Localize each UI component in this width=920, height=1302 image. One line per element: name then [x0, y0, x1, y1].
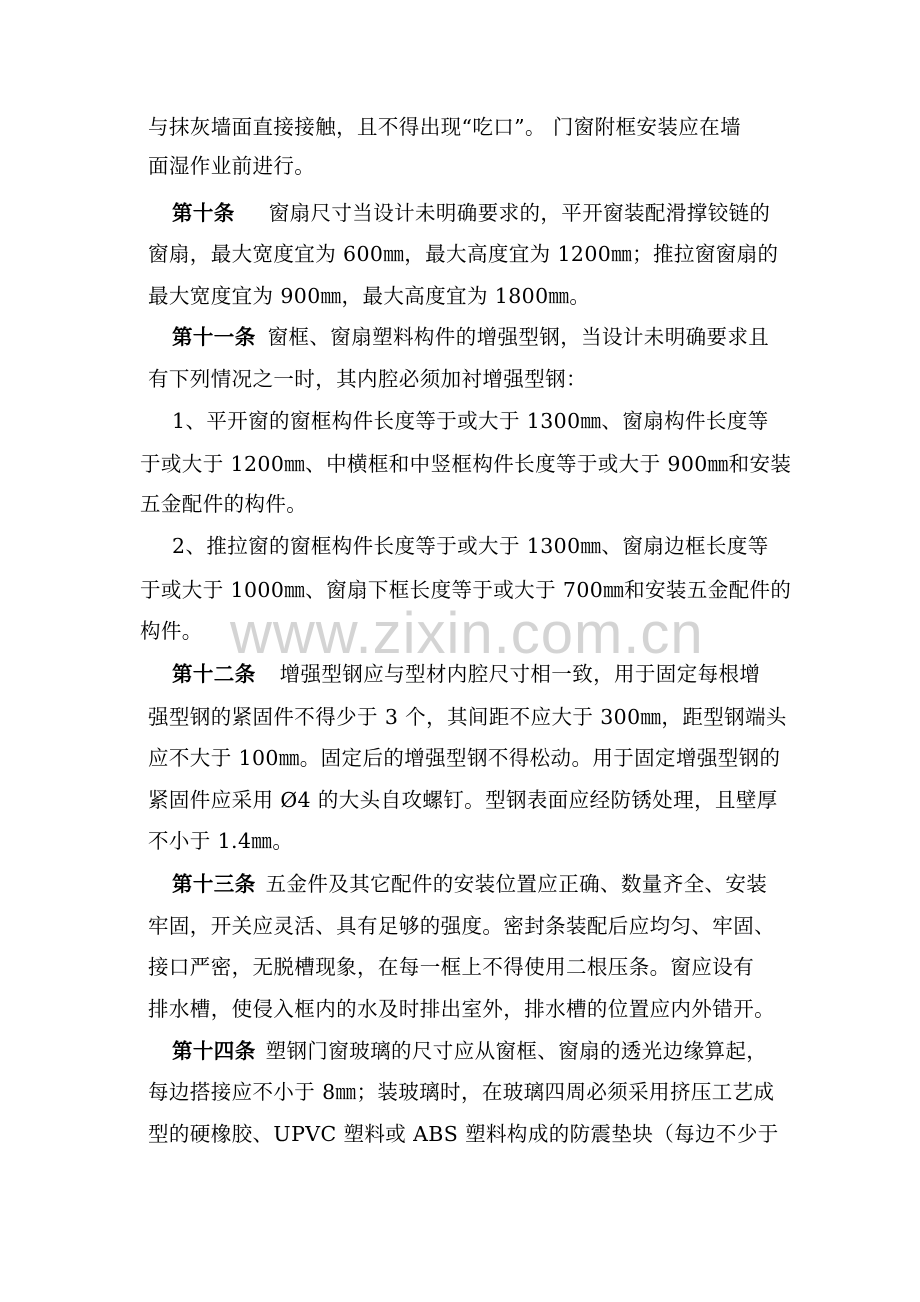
watermark: www.zixin.com.cn	[230, 601, 704, 666]
line-text: 塑钢门窗玻璃的尺寸应从窗框、窗扇的透光边缘算起，	[265, 1039, 768, 1063]
text-line	[148, 240, 778, 268]
article-11-line	[172, 323, 769, 351]
article-heading: 第十二条	[172, 662, 256, 686]
line-text: 紧固件应采用 Ø4 的大头自攻螺钉。型钢表面应经防锈处理，且壁厚	[148, 788, 778, 812]
line-text: 有下列情况之一时，其内腔必须加衬增强型钢：	[148, 367, 587, 391]
line-text: 与抹灰墙面直接接触，且不得出现“吃口”。 门窗附框安装应在墙	[148, 115, 741, 139]
text-line	[148, 282, 590, 310]
text-line	[148, 113, 741, 141]
text-line	[148, 786, 778, 814]
line-text: 于或大于 1000㎜、窗扇下框长度等于或大于 700㎜和安装五金配件的	[140, 578, 792, 602]
text-line	[140, 450, 791, 478]
article-13-line	[172, 870, 767, 898]
line-text: 最大宽度宜为 900㎜，最大高度宜为 1800㎜。	[148, 284, 591, 308]
line-text: 每边搭接应不小于 8㎜；装玻璃时，在玻璃四周必须采用挤压工艺成	[148, 1080, 775, 1104]
line-text: 1、平开窗的窗框构件长度等于或大于 1300㎜、窗扇构件长度等	[172, 409, 769, 433]
article-14-line	[172, 1037, 767, 1065]
line-text: 面湿作业前进行。	[148, 154, 316, 178]
line-text: 窗扇尺寸当设计未明确要求的，平开窗装配滑撑铰链的	[268, 201, 771, 225]
list-item-1	[172, 407, 769, 435]
text-line	[140, 490, 307, 518]
text-line	[148, 744, 780, 772]
article-12-line	[172, 660, 760, 688]
line-text: 强型钢的紧固件不得少于 3 个，其间距不应大于 300㎜，距型钢端头	[148, 705, 787, 729]
line-text: 不小于 1.4㎜。	[148, 829, 294, 853]
line-text: 牢固，开关应灵活、具有足够的强度。密封条装配后应均匀、牢固、	[148, 914, 775, 938]
line-text: 型的硬橡胶、UPVC 塑料或 ABS 塑料构成的防震垫块（每边不少于	[148, 1122, 779, 1146]
text-line	[148, 953, 754, 981]
line-text: 应不大于 100㎜。固定后的增强型钢不得松动。用于固定增强型钢的	[148, 746, 781, 770]
line-text: 五金配件的构件。	[140, 492, 308, 516]
line-text: 五金件及其它配件的安装位置应正确、数量齐全、安装	[265, 872, 768, 896]
article-heading: 第十一条	[172, 325, 256, 349]
line-text: 增强型钢应与型材内腔尺寸相一致，用于固定每根增	[279, 662, 761, 686]
line-text: 2、推拉窗的窗框构件长度等于或大于 1300㎜、窗扇边框长度等	[172, 534, 769, 558]
list-item-2	[172, 532, 769, 560]
text-line	[148, 152, 315, 180]
text-line	[148, 703, 787, 731]
text-line	[140, 617, 203, 645]
text-line	[148, 1078, 774, 1106]
line-text: 接口严密，无脱槽现象，在每一框上不得使用二根压条。窗应设有	[148, 955, 755, 979]
line-text: 于或大于 1200㎜、中横框和中竖框构件长度等于或大于 900㎜和安装	[140, 452, 792, 476]
article-heading: 第十条	[172, 201, 235, 225]
article-heading: 第十四条	[172, 1039, 256, 1063]
line-text: 构件。	[140, 619, 203, 643]
text-line	[140, 576, 791, 604]
text-line	[148, 365, 587, 393]
line-text: 排水槽，使侵入框内的水及时排出室外，排水槽的位置应内外错开。	[148, 997, 775, 1021]
text-line	[148, 912, 775, 940]
article-10-line	[172, 199, 770, 227]
article-heading: 第十三条	[172, 872, 256, 896]
text-line	[148, 995, 775, 1023]
text-line	[148, 1120, 779, 1148]
line-text: 窗扇，最大宽度宜为 600㎜，最大高度宜为 1200㎜；推拉窗窗扇的	[148, 242, 779, 266]
text-line	[148, 827, 293, 855]
line-text: 窗框、窗扇塑料构件的增强型钢，当设计未明确要求且	[267, 325, 770, 349]
